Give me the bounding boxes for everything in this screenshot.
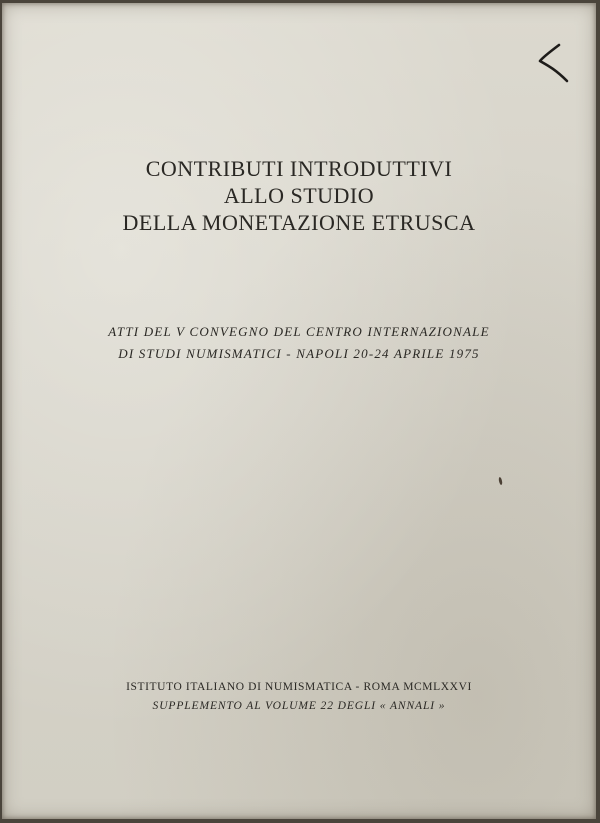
title-line-1: CONTRIBUTI INTRODUTTIVI	[145, 156, 453, 181]
title-line-3: DELLA MONETAZIONE ETRUSCA	[122, 210, 476, 235]
subtitle-line-1: ATTI DEL V CONVEGNO DEL CENTRO INTERNAZIONALE	[108, 324, 490, 339]
publisher-info	[2, 678, 596, 716]
handwritten-mark	[537, 41, 571, 85]
book-cover	[2, 3, 596, 819]
publisher-line-1: ISTITUTO ITALIANO DI NUMISMATICA - ROMA MCMLXXVI	[126, 681, 472, 693]
book-subtitle	[2, 321, 596, 365]
paper-speck	[498, 477, 503, 485]
book-title	[2, 155, 596, 236]
subtitle-line-2: DI STUDI NUMISMATICI - NAPOLI 20-24 APRILE 1975	[118, 346, 480, 361]
title-line-2: ALLO STUDIO	[223, 183, 375, 208]
publisher-line-2: SUPPLEMENTO AL VOLUME 22 DEGLI « ANNALI »	[152, 700, 446, 712]
